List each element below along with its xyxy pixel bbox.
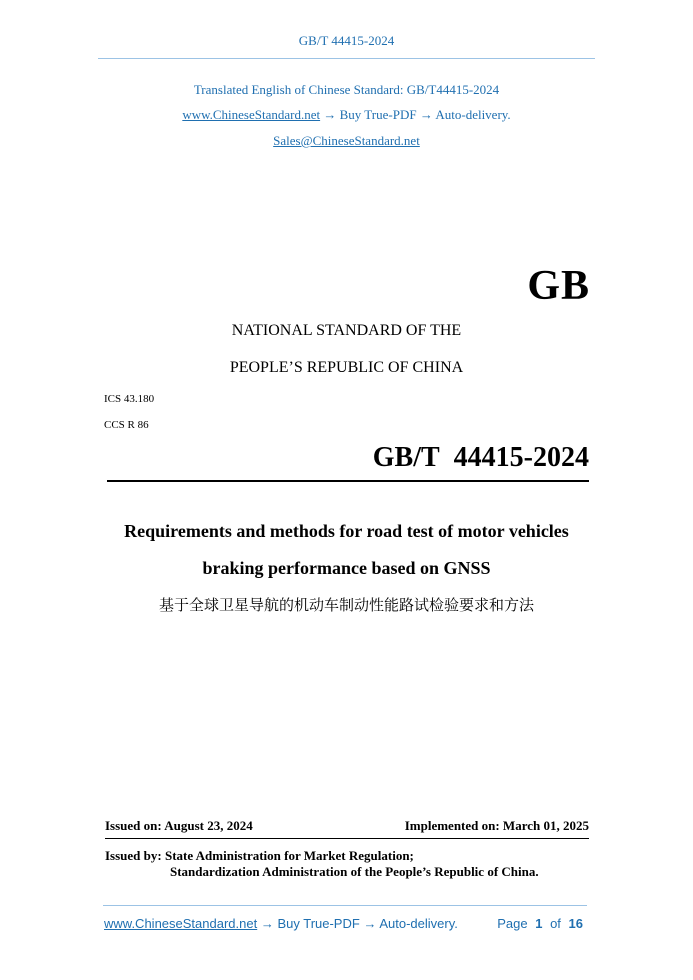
issued-date: Issued on: August 23, 2024 [105,818,253,833]
arrow-icon: → [363,916,377,931]
purchase-line [0,107,693,123]
arrow-icon: → [323,107,337,122]
buy-pdf-link[interactable]: Buy True-PDF [339,107,417,122]
national-line-1: NATIONAL STANDARD OF THE [231,322,462,339]
standard-code: 44415-2024 [453,442,589,473]
ccs-code: CCS R 86 [104,419,149,431]
standard-number [373,442,589,474]
delivery-text: Auto-delivery. [435,107,511,122]
ics-code: ICS 43.180 [104,393,155,405]
notice-line: Translated English of Chinese Standard: GB/T44415-2024 [193,82,500,97]
header-divider [98,58,595,59]
page-total: 16 [568,916,583,931]
national-line-2: PEOPLE’S REPUBLIC OF CHINA [229,359,464,376]
issuer-block [105,846,414,865]
title-line-2: braking performance based on GNSS [202,558,491,578]
gb-mark: GB [527,263,590,309]
arrow-icon: → [260,916,274,931]
title-chinese: 基于全球卫星导航的机动车制动性能路试检验要求和方法 [158,596,534,614]
arrow-icon: → [419,107,433,122]
page-indicator [497,916,583,931]
title-rule [107,480,589,482]
implemented-date: Implemented on: March 01, 2025 [404,818,589,833]
email-line [0,133,693,149]
running-title: GB/T 44415-2024 [298,33,395,48]
footer-links [104,916,458,931]
footer-site-link[interactable]: www.ChineseStandard.net [104,916,258,931]
issuer-line-1: State Administration for Market Regulation; [164,848,414,863]
page-current: 1 [535,916,543,931]
translation-notice [0,82,693,98]
site-link[interactable]: www.ChineseStandard.net [182,107,321,122]
email-link[interactable]: Sales@ChineseStandard.net [273,133,420,148]
issuer-label: Issued by: [105,848,162,863]
footer-buy-link[interactable]: Buy True-PDF [277,916,360,931]
standard-prefix: GB/T [372,442,440,473]
running-header [0,33,693,49]
page-label: Page [497,916,528,931]
title-line-1: Requirements and methods for road test of motor vehicles [124,521,569,541]
dates-rule [105,838,589,839]
page-of: of [550,916,561,931]
footer-delivery-text: Auto-delivery. [379,916,458,931]
issuer-line-2: Standardization Administration of the People’s Republic of China. [170,864,539,879]
footer-divider [103,905,587,906]
